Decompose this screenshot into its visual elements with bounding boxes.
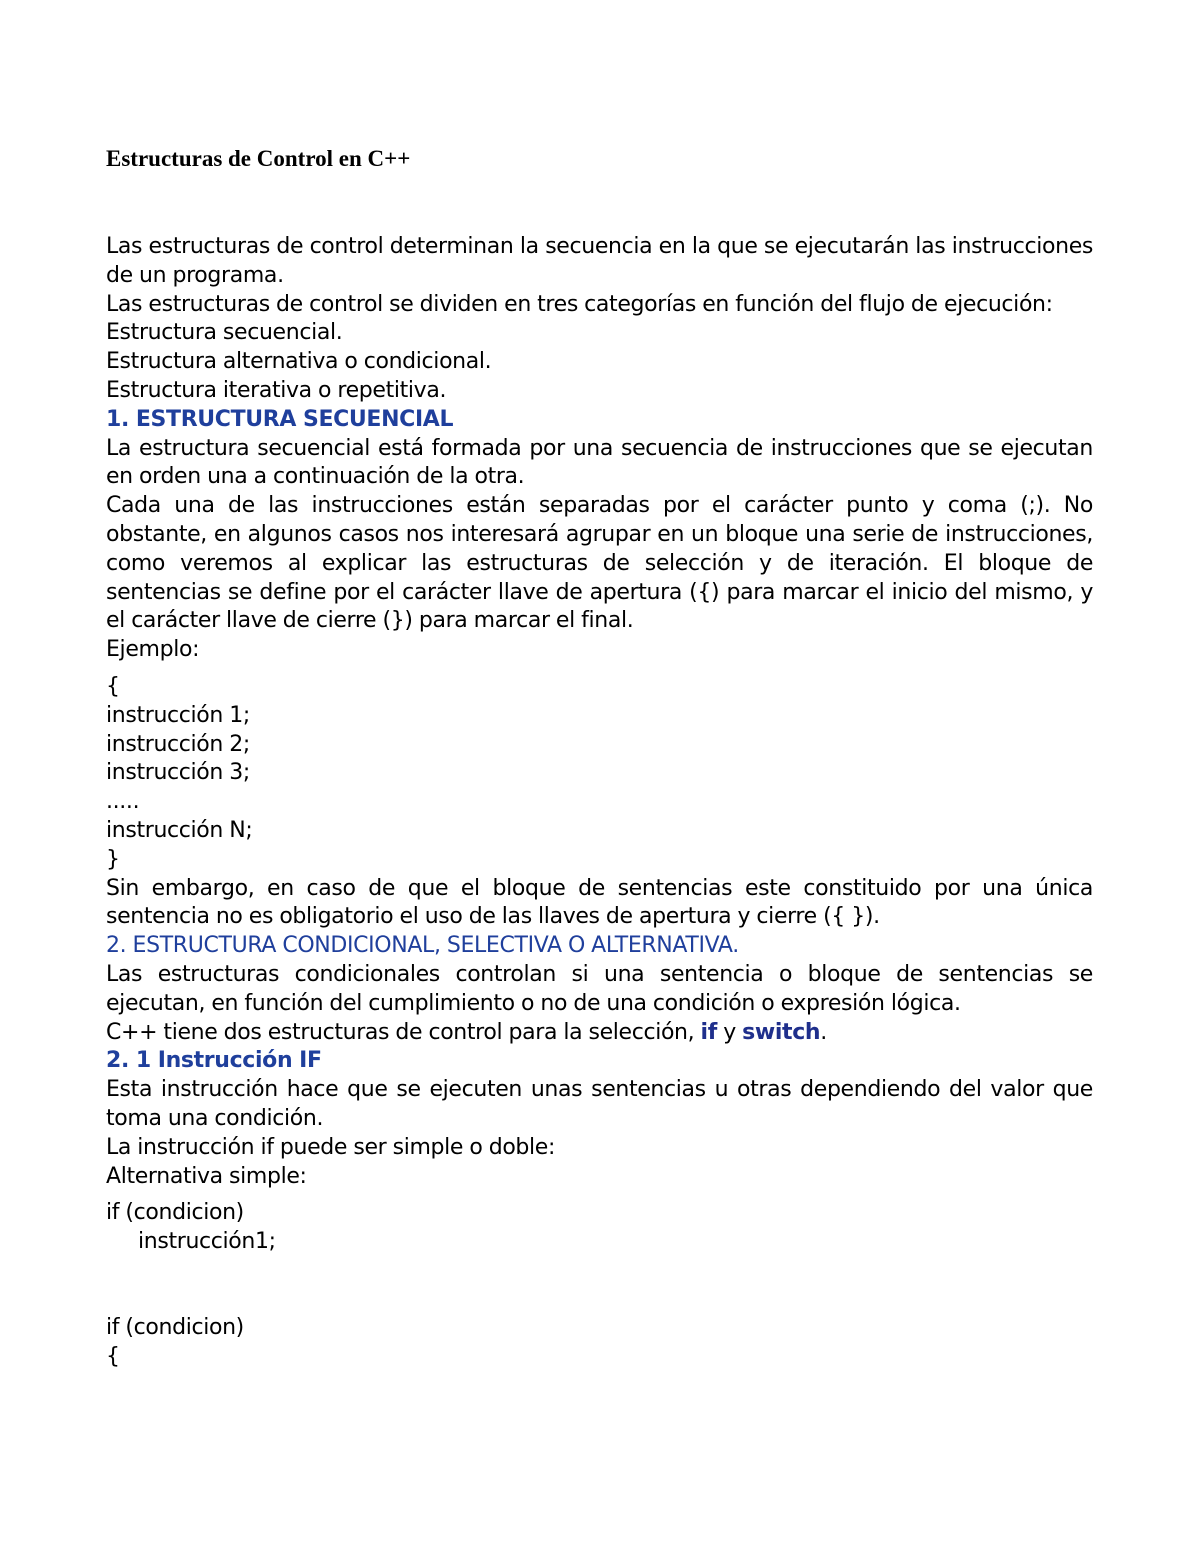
code-line: if (condicion) bbox=[106, 1315, 244, 1341]
intro-paragraph-1: Las estructuras de control determinan la secuencia en la que se ejecutarán las instrucciones de un programa. bbox=[106, 234, 1093, 288]
section-2-1-paragraph-3: Alternativa simple: bbox=[106, 1163, 307, 1189]
section-2-1-heading: 2. 1 Instrucción IF bbox=[106, 1048, 322, 1074]
code-line: if (condicion) bbox=[106, 1200, 244, 1226]
code-line: } bbox=[106, 846, 120, 872]
list-item: Estructura iterativa o repetitiva. bbox=[106, 377, 447, 403]
section-1-heading: 1. ESTRUCTURA SECUENCIAL bbox=[106, 406, 454, 432]
section-2-heading: 2. ESTRUCTURA CONDICIONAL, SELECTIVA O ALTERNATIVA. bbox=[106, 933, 739, 959]
document-title: Estructuras de Control en C++ bbox=[106, 146, 411, 171]
code-line: instrucción 2; bbox=[106, 731, 250, 757]
example-label: Ejemplo: bbox=[106, 637, 200, 663]
section-1-paragraph-3: Sin embargo, en caso de que el bloque de sentencias este constituido por una única sentencia no es obligatorio el uso de las llaves de apertura y cierre ({ }). bbox=[106, 875, 1093, 930]
section-2-paragraph-1: Las estructuras condicionales controlan si una sentencia o bloque de sentencias se ejecutan, en función del cumplimiento o no de una condición o expresión lógica. bbox=[106, 961, 1093, 1016]
section-2-text-and: y bbox=[716, 1019, 743, 1045]
code-line: instrucción1; bbox=[138, 1229, 276, 1255]
section-1-paragraph-2: Cada una de las instrucciones están separadas por el carácter punto y coma (;). No obstante, en algunos casos nos interesará agrupar en un bloque una serie de instrucciones, como veremos al explicar las estructuras de selección y de iteración. El bloque de sentencias se define por el carácter llave de apertura ({) para marcar el inicio del mismo, y el carácter llave de cierre (}) para marcar el final. bbox=[106, 493, 1093, 634]
code-line: { bbox=[106, 673, 120, 699]
section-2-text-suffix: . bbox=[820, 1019, 827, 1045]
code-line: instrucción 3; bbox=[106, 760, 250, 786]
list-item: Estructura secuencial. bbox=[106, 320, 343, 346]
code-line: ..... bbox=[106, 789, 140, 815]
section-2-1-paragraph-2: La instrucción if puede ser simple o doble: bbox=[106, 1134, 556, 1160]
section-1-paragraph-1: La estructura secuencial está formada por una secuencia de instrucciones que se ejecutan en orden una a continuación de la otra. bbox=[106, 435, 1093, 490]
intro-paragraph-2: Las estructuras de control se dividen en tres categorías en función del flujo de ejecución: bbox=[106, 291, 1053, 317]
code-line: { bbox=[106, 1344, 120, 1370]
code-line: instrucción N; bbox=[106, 817, 253, 843]
code-line: instrucción 1; bbox=[106, 702, 250, 728]
document-body bbox=[106, 233, 1093, 1372]
list-item: Estructura alternativa o condicional. bbox=[106, 349, 492, 375]
section-2-text-prefix: C++ tiene dos estructuras de control para la selección, bbox=[106, 1019, 701, 1045]
section-2-paragraph-2 bbox=[106, 1019, 1093, 1048]
keyword-switch: switch bbox=[742, 1019, 821, 1045]
section-2-1-paragraph-1: Esta instrucción hace que se ejecuten unas sentencias u otras dependiendo del valor que toma una condición. bbox=[106, 1077, 1093, 1131]
keyword-if: if bbox=[700, 1019, 717, 1045]
